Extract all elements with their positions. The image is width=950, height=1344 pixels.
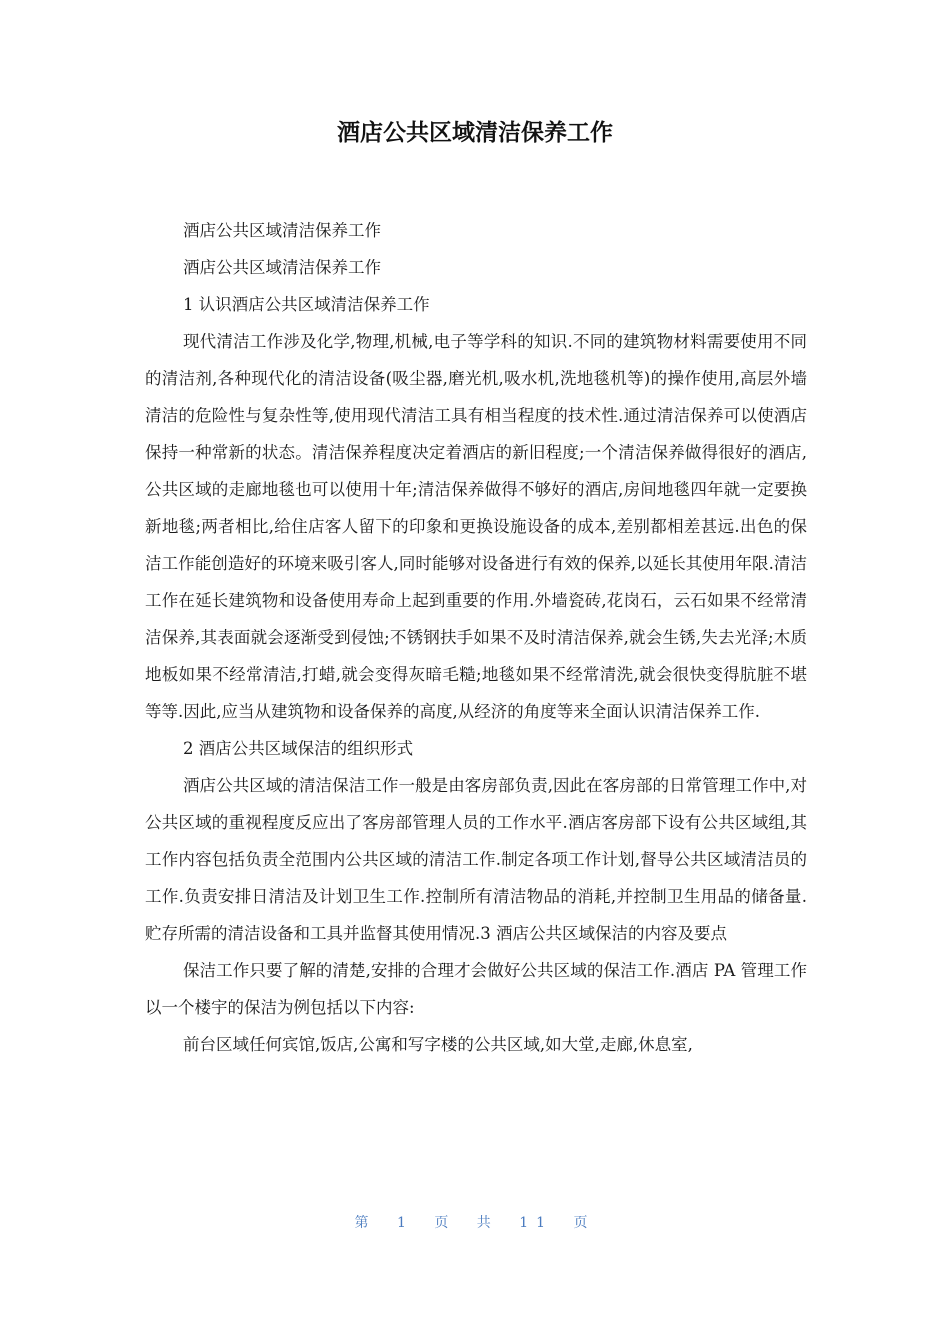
footer-page-number: 1 — [396, 1215, 414, 1231]
footer-page-label: 第 — [354, 1215, 377, 1231]
paragraph: 现代清洁工作涉及化学,物理,机械,电子等学科的知识.不同的建筑物材料需要使用不同的清洁剂,各种现代化的清洁设备(吸尘器,磨光机,吸水机,洗地毯机等)的操作使用,高层外墙清洁的危险性与复杂性等,使用现代清洁工具有相当程度的技术性.通过清洁保养可以使酒店保持一种常新的状态。清洁保养程度决定着酒店的新旧程度;一个清洁保养做得很好的酒店,公共区域的走廊地毯也可以使用十年;清洁保养做得不够好的酒店,房间地毯四年就一定要换新地毯;两者相比,给住店客人留下的印象和更换设施设备的成本,差别都相差甚远.出色的保洁工作能创造好的环境来吸引客人,同时能够对设备进行有效的保养,以延长其使用年限.清洁工作在延长建筑物和设备使用寿命上起到重要的作用.外墙瓷砖,花岗石，云石如果不经常清洁保养,其表面就会逐渐受到侵蚀;不锈钢扶手如果不及时清洁保养,就会生锈,失去光泽;木质地板如果不经常清洁,打蜡,就会变得灰暗毛糙;地毯如果不经常清洗,就会很快变得肮脏不堪等等.因此,应当从建筑物和设备保养的高度,从经济的角度等来全面认识清洁保养工作. — [145, 332, 807, 721]
footer-total-pages: 11 — [519, 1215, 554, 1231]
paragraph: 酒店公共区域清洁保养工作 — [182, 221, 381, 240]
paragraph: 酒店公共区域的清洁保洁工作一般是由客房部负责,因此在客房部的日常管理工作中,对公共区域的重视程度反应出了客房部管理人员的工作水平.酒店客房部下设有公共区域组,其工作内容包括负责全范围内公共区域的清洁工作.制定各项工作计划,督导公共区域清洁员的工作.负责安排日清洁及计划卫生工作.控制所有清洁物品的消耗,并控制卫生用品的储备量.贮存所需的清洁设备和工具并监督其使用情况.3 酒店公共区域保洁的内容及要点 — [145, 776, 807, 943]
page-footer — [0, 1212, 950, 1232]
section-heading: 1 认识酒店公共区域清洁保养工作 — [182, 295, 430, 314]
paragraph: 保洁工作只要了解的清楚,安排的合理才会做好公共区域的保洁工作.酒店 PA 管理工作以一个楼宇的保洁为例包括以下内容: — [145, 961, 807, 1017]
section-heading: 2 酒店公共区域保洁的组织形式 — [182, 739, 414, 758]
paragraph: 前台区域任何宾馆,饭店,公寓和写字楼的公共区域,如大堂,走廊,休息室, — [182, 1035, 693, 1054]
page-title: 酒店公共区域清洁保养工作 — [337, 120, 613, 146]
footer-total-unit: 页 — [573, 1215, 596, 1231]
paragraph: 酒店公共区域清洁保养工作 — [182, 258, 381, 277]
footer-page-unit: 页 — [434, 1215, 457, 1231]
document-body — [145, 212, 807, 1063]
footer-total-label: 共 — [476, 1215, 499, 1231]
